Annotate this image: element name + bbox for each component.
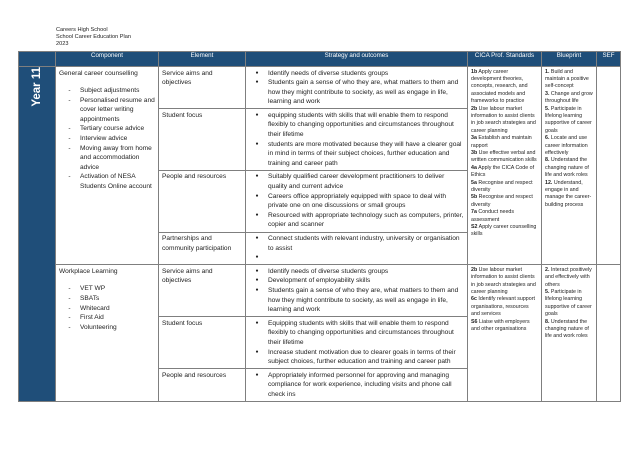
sef-cell <box>597 265 621 402</box>
blueprint-text: Build and maintain a positive self-concept <box>545 68 589 90</box>
list-item <box>246 276 464 286</box>
standard-code: 6c <box>471 296 477 303</box>
dash-marker: - <box>68 96 71 104</box>
standard-text: Identify relevant support organisations, resources and services <box>471 296 535 318</box>
standard-entry <box>471 319 538 334</box>
component-list <box>59 86 155 192</box>
dash-marker: - <box>68 285 71 293</box>
blueprint-code: 5. <box>545 289 550 295</box>
component-item: Personalised resume and cover letter writing appointments <box>80 96 155 123</box>
outcomes-cell <box>246 369 468 402</box>
element-cell: Partnerships and community participation <box>159 232 246 265</box>
blueprint-code: 2. <box>545 266 550 273</box>
col-blueprint: Blueprint <box>542 52 597 67</box>
blueprint-code: 8. <box>545 318 550 325</box>
outcomes-cell <box>246 265 468 317</box>
blueprint-entry <box>545 157 593 179</box>
blueprint-entry <box>545 106 593 136</box>
bullet-icon: ● <box>255 140 259 147</box>
outcomes-list <box>246 69 464 107</box>
standard-entry <box>471 194 538 209</box>
list-item <box>246 140 464 169</box>
standard-code: 5b <box>471 194 478 201</box>
standard-entry <box>471 165 538 180</box>
blueprint-text: Understand, engage in and manage the career-building process <box>545 179 592 208</box>
standard-code: 1b <box>471 68 478 75</box>
dash-marker: - <box>68 314 71 322</box>
standard-text: Apply the CICA Code of Ethics <box>471 164 535 179</box>
standard-code: S6 <box>471 318 478 325</box>
component-cell <box>56 265 159 402</box>
dash-marker: - <box>68 294 71 302</box>
list-item <box>59 313 155 323</box>
blueprint-text: Understand the changing nature of life and work roles <box>545 318 589 340</box>
list-item <box>59 304 155 314</box>
outcome-text: Students gain a sense of who they are, what matters to them and how they might contribute to society, as well as engage in life, learning and work <box>268 286 459 314</box>
element-cell: Student focus <box>159 109 246 171</box>
outcome-text: Appropriately informed personnel for approving and managing compliance for work experience, including visits and phone call check ins <box>268 371 452 398</box>
standard-code: S2 <box>471 224 478 231</box>
standard-code: 2b <box>471 105 478 112</box>
dash-marker: - <box>68 173 71 181</box>
standard-entry <box>471 209 538 224</box>
component-item: Activation of NESA Students Online account <box>80 173 152 191</box>
element-cell: Service aims and objectives <box>159 265 246 317</box>
element-cell: Service aims and objectives <box>159 67 246 109</box>
standard-entry <box>471 135 538 150</box>
component-item: Subject adjustments <box>80 87 140 95</box>
outcome-text: Resourced with appropriate technology such as computers, printer, copier and scanner <box>268 211 464 229</box>
bullet-icon: ● <box>255 235 259 241</box>
bullet-icon: ● <box>255 319 259 326</box>
blueprint-code: 1. <box>545 68 550 75</box>
bullet-icon: ● <box>255 371 259 378</box>
standard-text: Recognise and respect diversity <box>471 194 533 208</box>
list-item <box>59 124 155 134</box>
blueprint-text: Understand the changing nature of life and work roles <box>545 157 589 179</box>
year-header-cell <box>19 52 56 67</box>
outcome-text: equipping students with skills that will enable them to respond flexibly to changing opportunities and circumstances throughout their lifetime <box>268 111 454 139</box>
list-item <box>246 319 464 348</box>
col-component: Component <box>56 52 159 67</box>
standard-entry <box>471 296 538 318</box>
component-item: Tertiary course advice <box>80 125 145 133</box>
bullet-icon: ● <box>255 277 259 284</box>
outcomes-list <box>246 371 464 400</box>
blueprint-text: Interact positively and effectively with others <box>545 266 592 288</box>
outcome-text: Careers office appropriately equipped with space to deal with private one on one discussions or small groups <box>268 192 447 210</box>
standard-text: Recognise and respect diversity <box>471 179 533 193</box>
bullet-icon: ● <box>255 348 259 355</box>
col-sef: SEF <box>597 52 621 67</box>
blueprint-text: Change and grow throughout life <box>545 90 593 105</box>
outcomes-list <box>246 267 464 315</box>
plan-year: 2023 <box>56 41 69 47</box>
bullet-icon: ● <box>255 286 259 293</box>
outcomes-cell <box>246 67 468 109</box>
list-item <box>246 371 464 400</box>
standard-text: Establish and maintain rapport <box>471 135 532 149</box>
col-element: Element <box>159 52 246 67</box>
list-item <box>59 144 155 173</box>
standard-code: 4a <box>471 164 477 171</box>
standard-entry <box>471 69 538 106</box>
standard-entry <box>471 267 538 297</box>
list-item <box>246 69 464 79</box>
blueprint-code: 8. <box>545 157 550 164</box>
bullet-icon: ● <box>255 69 259 76</box>
list-item <box>59 134 155 144</box>
cica-standards-cell <box>468 67 542 265</box>
component-item: Moving away from home and accommodation advice <box>80 144 152 171</box>
element-cell: People and resources <box>159 170 246 232</box>
plan-title: School Career Education Plan <box>56 34 131 40</box>
dash-marker: - <box>68 144 71 152</box>
component-cell <box>56 67 159 265</box>
bullet-icon: ● <box>255 254 259 261</box>
cica-standards-cell <box>468 265 542 402</box>
standard-text: Apply career development theories, concepts, research, and associated models and frameworks to practice <box>471 68 528 105</box>
component-title: General career counselling <box>59 69 138 77</box>
outcomes-list <box>246 111 464 169</box>
standard-code: 5a <box>471 179 477 186</box>
table-row <box>19 67 621 109</box>
blueprint-entry <box>545 69 593 91</box>
list-item <box>246 286 464 315</box>
blueprint-entry <box>545 135 593 157</box>
year-label: Year 11 <box>31 67 43 107</box>
element-cell: Student focus <box>159 317 246 369</box>
component-item: First Aid <box>80 314 104 322</box>
outcomes-cell <box>246 317 468 369</box>
bullet-icon: ● <box>255 173 259 180</box>
table-row <box>19 265 621 317</box>
bullet-icon: ● <box>255 192 259 199</box>
outcome-text: Development of employability skills <box>268 277 371 285</box>
outcomes-cell <box>246 109 468 171</box>
standard-text: Conduct needs assessment <box>471 209 515 223</box>
outcome-text <box>268 253 464 263</box>
outcomes-list <box>246 234 464 263</box>
list-item <box>246 111 464 140</box>
standard-text: Use effective verbal and written communication skills <box>471 149 537 164</box>
dash-marker: - <box>68 304 71 312</box>
standard-code: 3a <box>471 135 477 142</box>
outcome-text: students are more motivated because they will have a clearer goal in mind in terms of their subject choices, further education and training and career path <box>268 140 462 167</box>
component-item: Interview advice <box>80 135 128 143</box>
component-title: Workplace Learning <box>59 267 118 275</box>
list-item <box>59 86 155 96</box>
standard-text: Liaise with employers and other organisations <box>471 318 530 333</box>
standard-entry <box>471 180 538 195</box>
standard-entry <box>471 224 538 239</box>
dash-marker: - <box>68 87 71 95</box>
bullet-icon: ● <box>255 111 259 118</box>
blueprint-cell <box>542 265 597 402</box>
outcomes-cell <box>246 170 468 232</box>
outcomes-list <box>246 172 464 230</box>
list-item <box>246 267 464 277</box>
element-cell: People and resources <box>159 369 246 402</box>
blueprint-cell <box>542 67 597 265</box>
list-item <box>59 284 155 294</box>
blueprint-entry <box>545 180 593 210</box>
outcomes-cell <box>246 232 468 265</box>
component-item: VET WP <box>80 285 106 293</box>
standard-code: 3b <box>471 149 478 156</box>
list-item <box>246 211 464 230</box>
col-strategy: Strategy and outcomes <box>246 52 468 67</box>
component-item: SBATs <box>80 294 100 302</box>
outcome-text: Suitably qualified career development practitioners to deliver quality and current advice <box>268 173 445 191</box>
outcome-text: Increase student motivation due to clearer goals in terms of their subject choices, further education and training and career path <box>268 348 456 366</box>
sef-cell <box>597 67 621 265</box>
year-label-cell <box>19 67 56 402</box>
blueprint-text: Participate in lifelong learning supportive of career goals <box>545 105 592 134</box>
col-cica-standards: CICA Prof. Standards <box>468 52 542 67</box>
outcomes-list <box>246 319 464 367</box>
standard-code: 7a <box>471 209 477 216</box>
bullet-icon: ● <box>255 267 259 274</box>
list-item <box>59 294 155 304</box>
bullet-icon: ● <box>255 211 259 218</box>
blueprint-entry <box>545 267 593 289</box>
standard-text: Apply career counselling skills <box>471 224 537 238</box>
list-item <box>246 348 464 367</box>
blueprint-entry <box>545 91 593 106</box>
blueprint-code: 5. <box>545 105 550 112</box>
list-item <box>59 96 155 125</box>
standard-text: Use labour market information to assist clients in job search strategies and career planning <box>471 105 536 134</box>
standard-text: Use labour market information to assist clients in job search strategies and career planning <box>471 266 536 295</box>
dash-marker: - <box>68 323 71 331</box>
list-item <box>246 234 464 253</box>
standard-entry <box>471 150 538 165</box>
list-item <box>59 172 155 191</box>
component-item: Volunteering <box>80 323 117 331</box>
component-list <box>59 284 155 332</box>
career-plan-table <box>18 51 621 402</box>
outcome-text: Identify needs of diverse students groups <box>268 69 389 77</box>
blueprint-code: 3. <box>545 90 550 97</box>
blueprint-text: Locate and use career information effectively <box>545 135 588 156</box>
blueprint-code: 12. <box>545 179 553 186</box>
standard-entry <box>471 106 538 136</box>
outcome-text: Identify needs of diverse students groups <box>268 267 389 275</box>
header-row <box>19 52 621 67</box>
document-header <box>56 27 131 48</box>
blueprint-entry <box>545 319 593 341</box>
list-item <box>246 78 464 107</box>
list-item <box>246 172 464 191</box>
outcome-text: Students gain a sense of who they are, what matters to them and how they might contribute to society, as well as engage in life, learning and work <box>268 79 459 106</box>
dash-marker: - <box>68 135 71 143</box>
list-item <box>59 323 155 333</box>
component-item: Whitecard <box>80 304 110 312</box>
school-name: Careers High School <box>56 27 108 33</box>
list-item <box>246 253 464 263</box>
blueprint-text: Participate in lifelong learning supportive of career goals <box>545 289 592 318</box>
blueprint-code: 6. <box>545 135 550 142</box>
standard-code: 2b <box>471 266 478 273</box>
list-item <box>246 192 464 211</box>
dash-marker: - <box>68 125 71 133</box>
bullet-icon: ● <box>255 79 259 86</box>
outcome-text: Connect students with relevant industry, university or organisation to assist <box>268 235 460 252</box>
blueprint-entry <box>545 289 593 319</box>
outcome-text: Equipping students with skills that will enable them to respond flexibly to changing opportunities and circumstances throughout their lifetime <box>268 319 454 346</box>
